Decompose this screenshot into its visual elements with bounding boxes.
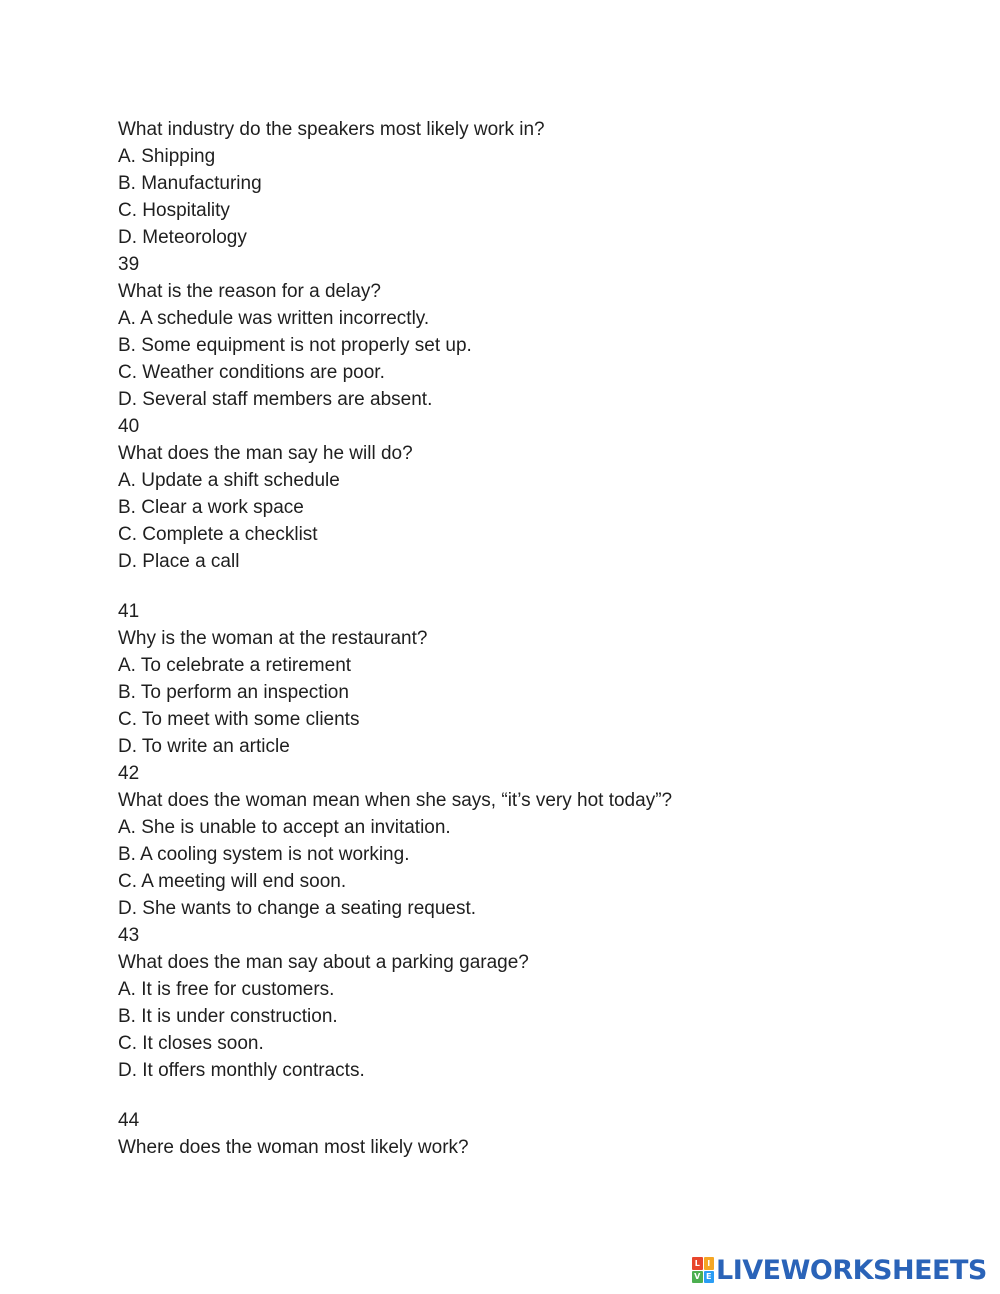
question-number: 41 [118, 601, 140, 622]
answer-option: C. It closes soon. [118, 1033, 264, 1054]
answer-option: B. Manufacturing [118, 173, 262, 194]
worksheet-page [118, 116, 938, 1161]
answer-option: D. She wants to change a seating request. [118, 898, 477, 919]
question-text: What does the woman mean when she says, “it’s very hot today”? [118, 790, 673, 811]
answer-option: D. Place a call [118, 551, 240, 572]
answer-option: B. Clear a work space [118, 497, 304, 518]
logo-badge-icon [692, 1257, 714, 1283]
question-text: Why is the woman at the restaurant? [118, 628, 428, 649]
answer-option: D. Meteorology [118, 227, 247, 248]
answer-option: B. A cooling system is not working. [118, 844, 410, 865]
answer-option: C. Complete a checklist [118, 524, 318, 545]
question-text: What does the man say about a parking garage? [118, 952, 529, 973]
question-number: 39 [118, 254, 140, 275]
answer-option: D. Several staff members are absent. [118, 389, 433, 410]
answer-option: C. Hospitality [118, 200, 230, 221]
logo-badge-letter: V [692, 1271, 703, 1284]
answer-option: A. To celebrate a retirement [118, 655, 352, 676]
logo-badge-letter: I [704, 1257, 715, 1270]
answer-option: C. To meet with some clients [118, 709, 360, 730]
question-number: 44 [118, 1110, 140, 1131]
answer-option: B. To perform an inspection [118, 682, 349, 703]
question-number: 43 [118, 925, 140, 946]
question-number: 40 [118, 416, 140, 437]
answer-option: B. Some equipment is not properly set up. [118, 335, 472, 356]
answer-option: B. It is under construction. [118, 1006, 338, 1027]
answer-option: C. A meeting will end soon. [118, 871, 347, 892]
question-block-3 [118, 1107, 938, 1161]
answer-option: D. It offers monthly contracts. [118, 1060, 365, 1081]
question-text: What industry do the speakers most likely work in? [118, 119, 545, 140]
question-block-1 [118, 116, 938, 575]
answer-option: A. Shipping [118, 146, 216, 167]
liveworksheets-logo [692, 1254, 987, 1286]
question-text: What is the reason for a delay? [118, 281, 381, 302]
question-text: Where does the woman most likely work? [118, 1137, 469, 1158]
answer-option: A. A schedule was written incorrectly. [118, 308, 430, 329]
question-text: What does the man say he will do? [118, 443, 413, 464]
answer-option: A. Update a shift schedule [118, 470, 340, 491]
question-number: 42 [118, 763, 140, 784]
paragraph-gap [118, 575, 938, 598]
question-block-2 [118, 598, 938, 1084]
logo-wordmark: LIVEWORKSHEETS [716, 1254, 987, 1286]
paragraph-gap [118, 1084, 938, 1107]
answer-option: A. It is free for customers. [118, 979, 335, 1000]
logo-badge-letter: L [692, 1257, 703, 1270]
answer-option: A. She is unable to accept an invitation. [118, 817, 451, 838]
answer-option: C. Weather conditions are poor. [118, 362, 385, 383]
answer-option: D. To write an article [118, 736, 290, 757]
logo-badge-letter: E [704, 1271, 715, 1284]
